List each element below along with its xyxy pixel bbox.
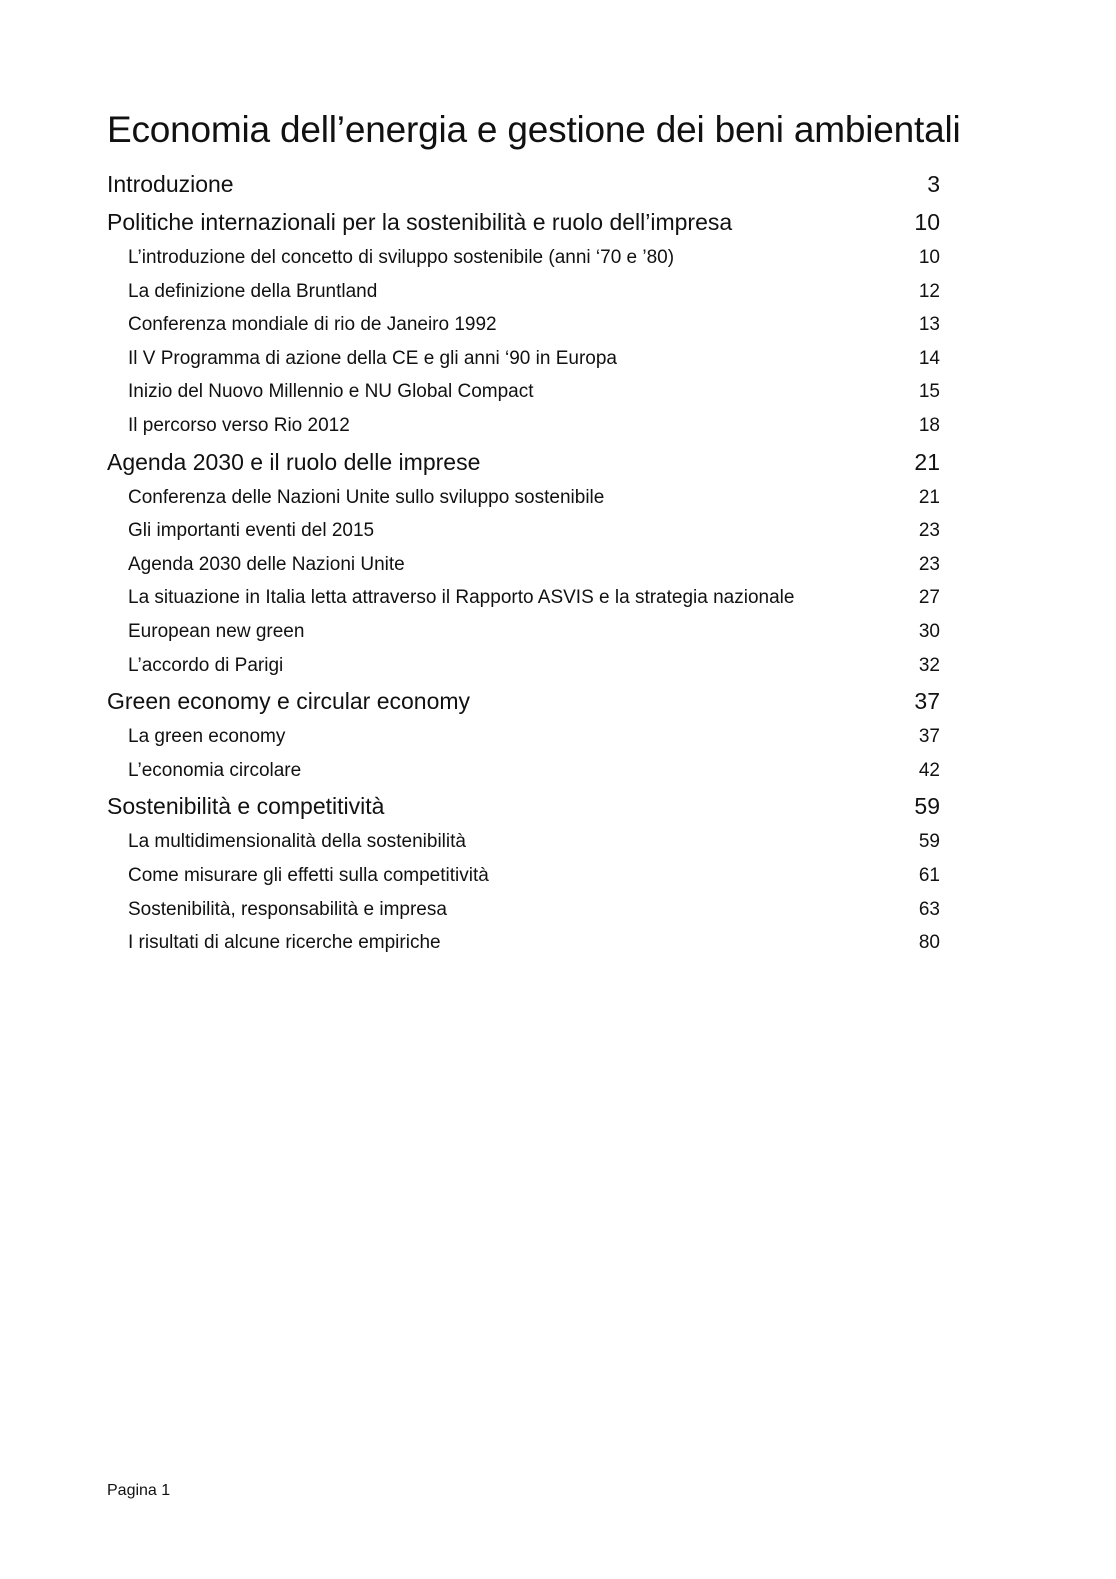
toc-entry-page-number: 80 <box>918 932 940 954</box>
toc-chapter-entry <box>107 682 940 720</box>
toc-entry-page-number: 3 <box>927 171 940 197</box>
toc-entry-page-number: 21 <box>914 448 940 475</box>
toc-entry-title: Politiche internazionali per la sostenibilità e ruolo dell’impresa <box>107 209 733 235</box>
toc-section-entry <box>107 754 940 788</box>
toc-entry-title: Conferenza mondiale di rio de Janeiro 1992 <box>128 314 497 336</box>
toc-entry-title: La multidimensionalità della sostenibilità <box>128 831 466 853</box>
toc-entry-title: Agenda 2030 delle Nazioni Unite <box>128 553 405 575</box>
toc-chapter-entry <box>107 165 940 203</box>
toc-entry-title: Gli importanti eventi del 2015 <box>128 520 375 542</box>
toc-entry-title: Il percorso verso Rio 2012 <box>128 414 350 436</box>
toc-section-entry <box>107 859 940 893</box>
toc-entry-title: Come misurare gli effetti sulla competitività <box>128 864 489 886</box>
toc-entry-page-number: 10 <box>914 209 940 235</box>
document-title: Economia dell’energia e gestione dei beni ambientali <box>107 109 961 150</box>
toc-chapter-entry <box>107 787 940 825</box>
toc-section-entry <box>107 275 940 309</box>
toc-entry-page-number: 42 <box>918 759 940 781</box>
toc-entry-title: La green economy <box>128 726 286 748</box>
toc-section-entry <box>107 375 940 409</box>
toc-section-entry <box>107 825 940 859</box>
toc-section-entry <box>107 409 940 443</box>
page-footer: Pagina 1 <box>107 1482 171 1499</box>
toc-entry-title: La situazione in Italia letta attraverso il Rapporto ASVIS e la strategia nazionale <box>128 587 795 609</box>
toc-entry-page-number: 21 <box>918 486 940 508</box>
toc-section-entry <box>107 615 940 649</box>
toc-entry-page-number: 14 <box>918 347 940 369</box>
toc-entry-page-number: 23 <box>918 520 940 542</box>
toc-entry-title: I risultati di alcune ricerche empiriche <box>128 932 441 954</box>
toc-entry-title: Conferenza delle Nazioni Unite sullo sviluppo sostenibile <box>128 486 605 508</box>
toc-entry-page-number: 12 <box>918 280 940 302</box>
toc-section-entry <box>107 581 940 615</box>
toc-entry-page-number: 37 <box>914 688 940 715</box>
toc-section-entry <box>107 926 940 960</box>
toc-entry-title: Introduzione <box>107 171 234 197</box>
toc-entry-page-number: 59 <box>914 793 940 820</box>
table-of-contents <box>107 165 940 960</box>
toc-entry-title: Sostenibilità e competitività <box>107 793 385 820</box>
toc-entry-title: L’introduzione del concetto di sviluppo sostenibile (anni ‘70 e ’80) <box>128 247 675 268</box>
toc-section-entry <box>107 241 940 275</box>
toc-chapter-entry <box>107 203 940 241</box>
toc-entry-title: Green economy e circular economy <box>107 688 471 715</box>
toc-section-entry <box>107 548 940 582</box>
toc-chapter-entry <box>107 443 940 481</box>
toc-entry-page-number: 61 <box>918 864 940 886</box>
toc-entry-title: European new green <box>128 620 305 642</box>
toc-entry-title: L’economia circolare <box>128 759 302 781</box>
toc-section-entry <box>107 649 940 683</box>
toc-section-entry <box>107 481 940 515</box>
toc-entry-page-number: 59 <box>918 831 940 853</box>
toc-entry-title: Sostenibilità, responsabilità e impresa <box>128 898 447 920</box>
toc-entry-page-number: 23 <box>918 553 940 575</box>
toc-entry-page-number: 10 <box>918 247 940 268</box>
toc-entry-page-number: 18 <box>918 414 940 436</box>
toc-entry-page-number: 27 <box>918 587 940 609</box>
toc-entry-title: Inizio del Nuovo Millennio e NU Global Compact <box>128 381 534 403</box>
toc-entry-page-number: 37 <box>918 726 940 748</box>
toc-entry-title: Agenda 2030 e il ruolo delle imprese <box>107 448 481 475</box>
toc-entry-page-number: 63 <box>918 898 940 920</box>
toc-section-entry <box>107 514 940 548</box>
toc-section-entry <box>107 720 940 754</box>
toc-section-entry <box>107 893 940 927</box>
toc-entry-page-number: 30 <box>918 620 940 642</box>
toc-entry-title: L’accordo di Parigi <box>128 654 284 676</box>
toc-section-entry <box>107 308 940 342</box>
toc-entry-title: Il V Programma di azione della CE e gli anni ‘90 in Europa <box>128 347 617 369</box>
toc-entry-page-number: 15 <box>918 381 940 403</box>
toc-entry-page-number: 32 <box>918 654 940 676</box>
toc-entry-page-number: 13 <box>918 314 940 336</box>
toc-section-entry <box>107 342 940 376</box>
toc-entry-title: La definizione della Bruntland <box>128 280 378 302</box>
